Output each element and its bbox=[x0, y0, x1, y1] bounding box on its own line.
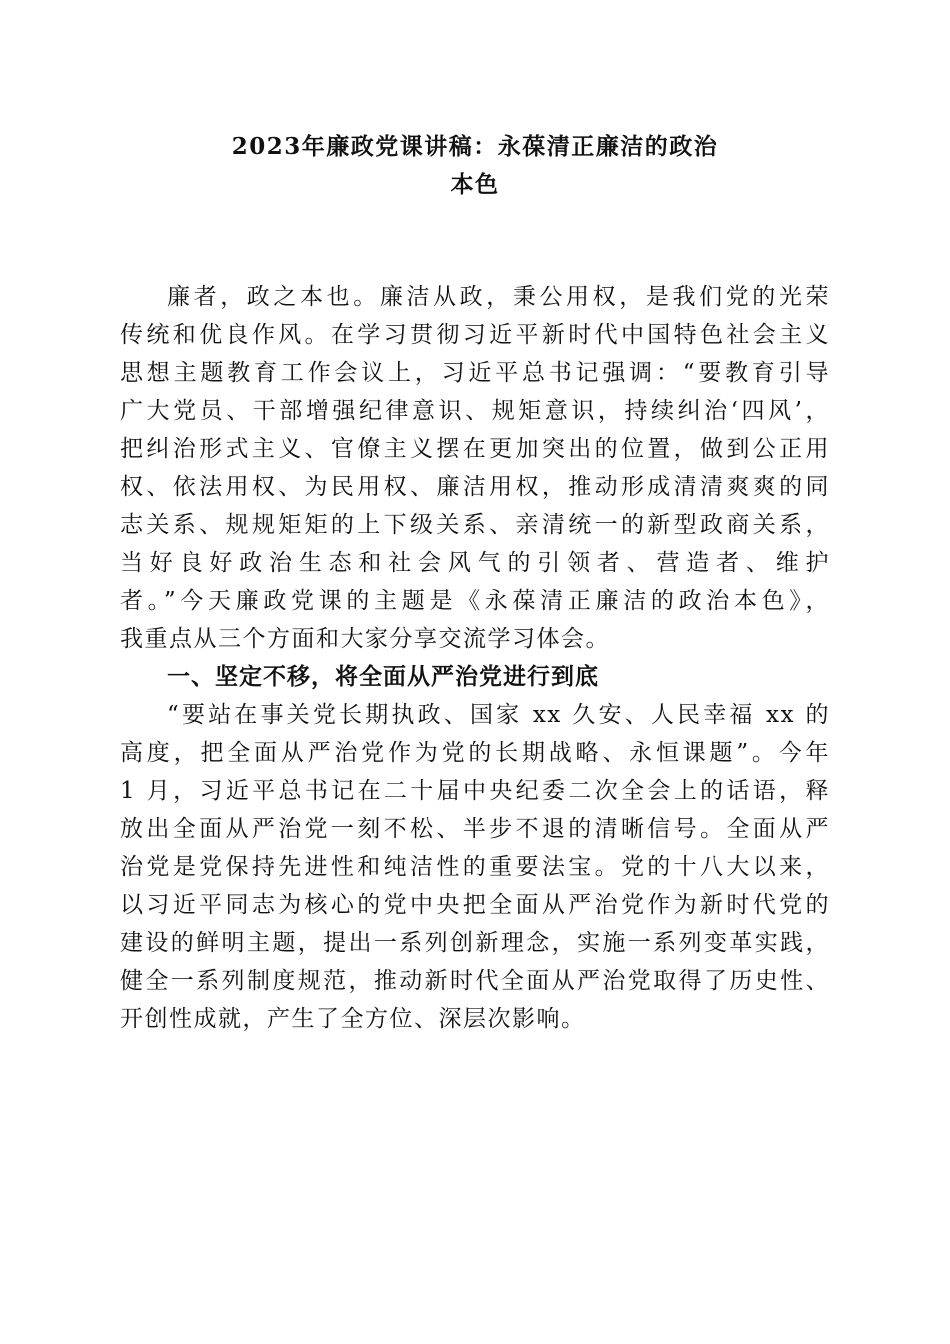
intro-paragraph bbox=[120, 278, 830, 658]
paragraph-line: 建设的鲜明主题，提出一系列创新理念，实施一系列变革实践， bbox=[120, 930, 830, 956]
section-paragraph bbox=[120, 696, 830, 1038]
paragraph-line: 高度，把全面从严治党作为党的长期战略、永恒课题”。今年 bbox=[120, 740, 830, 766]
paragraph-line: 以习近平同志为核心的党中央把全面从严治党作为新时代党的 bbox=[120, 892, 830, 918]
paragraph-line: 把纠治形式主义、官僚主义摆在更加突出的位置，做到公正用 bbox=[120, 436, 830, 462]
document-title bbox=[120, 128, 830, 204]
paragraph-line: 传统和优良作风。在学习贯彻习近平新时代中国特色社会主义 bbox=[120, 322, 830, 348]
paragraph-line: 1 月，习近平总书记在二十届中央纪委二次全会上的话语，释 bbox=[120, 778, 830, 804]
paragraph-line: 当好良好政治生态和社会风气的引领者、营造者、维护 bbox=[120, 550, 830, 576]
title-line-1: 2023年廉政党课讲稿：永葆清正廉洁的政治 bbox=[231, 133, 719, 160]
paragraph-line: 廉者，政之本也。廉洁从政，秉公用权，是我们党的光荣 bbox=[167, 284, 830, 310]
paragraph-line: 权、依法用权、为民用权、廉洁用权，推动形成清清爽爽的同 bbox=[120, 474, 830, 500]
paragraph-line: 广大党员、干部增强纪律意识、规矩意识，持续纠治‘四风’， bbox=[120, 398, 830, 424]
paragraph-line: 者。”今天廉政党课的主题是《永葆清正廉洁的政治本色》， bbox=[120, 588, 830, 614]
paragraph-line: 治党是党保持先进性和纯洁性的重要法宝。党的十八大以来， bbox=[120, 854, 830, 880]
paragraph-line: 放出全面从严治党一刻不松、半步不退的清晰信号。全面从严 bbox=[120, 816, 830, 842]
paragraph-line: 志关系、规规矩矩的上下级关系、亲清统一的新型政商关系， bbox=[120, 512, 830, 538]
paragraph-line: 开创性成就，产生了全方位、深层次影响。 bbox=[120, 1006, 586, 1032]
section-heading: 一、坚定不移，将全面从严治党进行到底 bbox=[167, 664, 599, 690]
title-line-2: 本色 bbox=[450, 171, 500, 198]
paragraph-line: 健全一系列制度规范，推动新时代全面从严治党取得了历史性、 bbox=[120, 968, 830, 994]
paragraph-line: 思想主题教育工作会议上，习近平总书记强调：“要教育引导 bbox=[120, 360, 830, 386]
paragraph-line: “要站在事关党长期执政、国家 xx 久安、人民幸福 xx 的 bbox=[167, 702, 830, 728]
paragraph-line: 我重点从三个方面和大家分享交流学习体会。 bbox=[120, 626, 610, 652]
document-body bbox=[120, 278, 830, 1038]
